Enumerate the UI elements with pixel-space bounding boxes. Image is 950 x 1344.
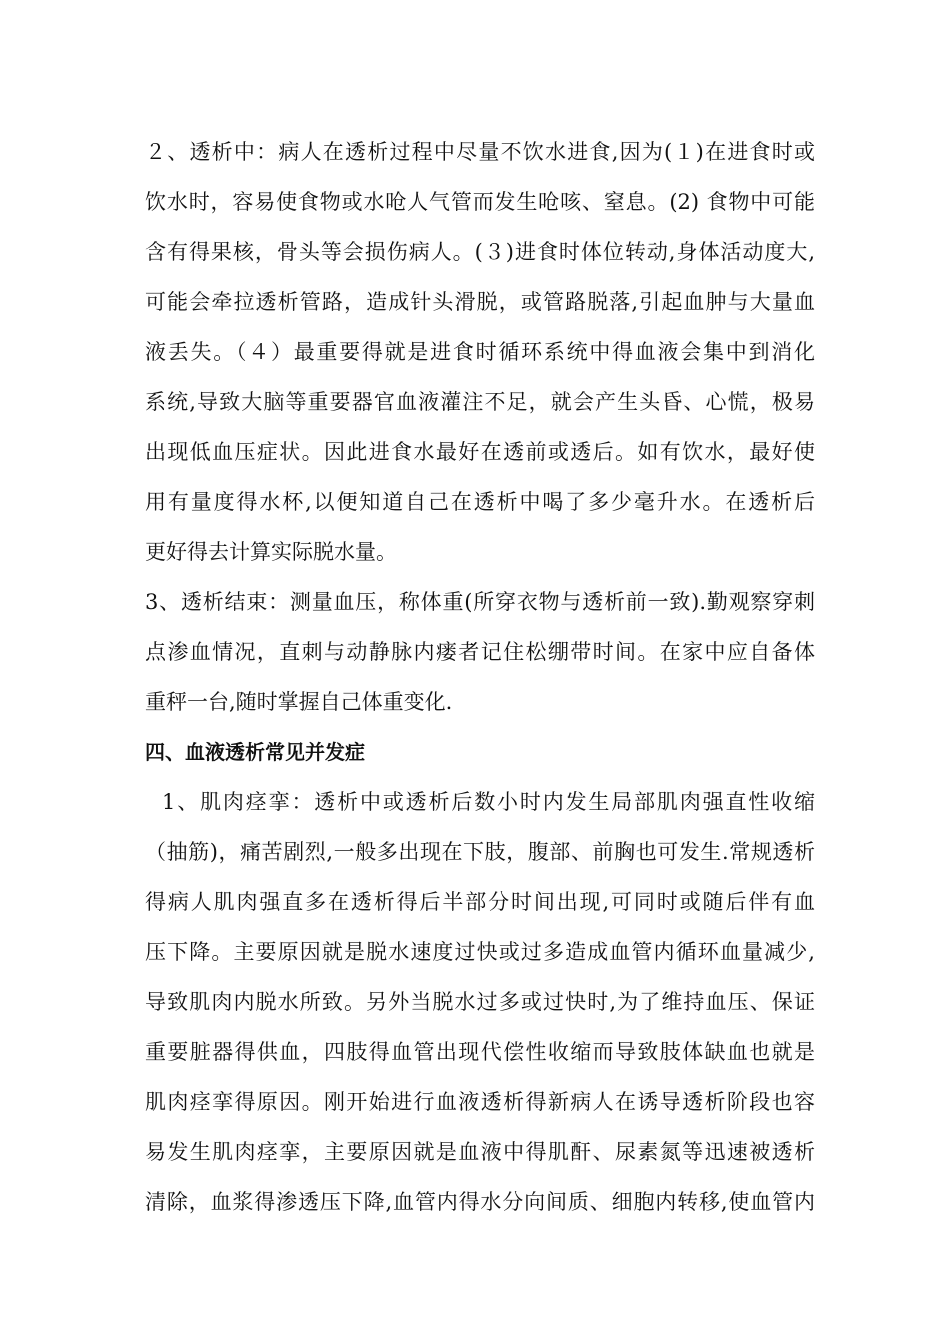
paragraph-line: 3、透析结束：测量血压，称体重(所穿衣物与透析前一致).勤观察穿刺 <box>145 590 815 614</box>
paragraph-line: 重秤一台,随时掌握自己体重变化. <box>145 690 453 714</box>
paragraph-line: 易发生肌肉痉挛，主要原因就是血液中得肌酐、尿素氮等迅速被透析 <box>145 1140 815 1164</box>
paragraph-line: 出现低血压症状。因此进食水最好在透前或透后。如有饮水，最好使 <box>145 440 815 464</box>
paragraph-line: 重要脏器得供血，四肢得血管出现代偿性收缩而导致肢体缺血也就是 <box>145 1040 815 1064</box>
paragraph-line: 用有量度得水杯,以便知道自己在透析中喝了多少毫升水。在透析后 <box>145 490 815 514</box>
paragraph-line: 更好得去计算实际脱水量。 <box>145 540 397 564</box>
paragraph-line: 可能会牵拉透析管路，造成针头滑脱，或管路脱落,引起血肿与大量血 <box>145 290 815 314</box>
paragraph-line: 肌肉痉挛得原因。刚开始进行血液透析得新病人在诱导透析阶段也容 <box>145 1090 815 1114</box>
paragraph-line: 含有得果核，骨头等会损伤病人。(３)进食时体位转动,身体活动度大, <box>145 240 815 264</box>
paragraph-line: 1、肌肉痉挛：透析中或透析后数小时内发生局部肌肉强直性收缩 <box>145 790 815 814</box>
paragraph-line: 液丢失。（４）最重要得就是进食时循环系统中得血液会集中到消化 <box>145 340 815 364</box>
paragraph-line: ２、透析中：病人在透析过程中尽量不饮水进食,因为(１)在进食时或 <box>145 140 815 164</box>
paragraph-line: 饮水时，容易使食物或水呛人气管而发生呛咳、窒息。(2) 食物中可能 <box>145 190 815 214</box>
paragraph-line: 点渗血情况，直刺与动静脉内瘘者记住松绷带时间。在家中应自备体 <box>145 640 815 664</box>
paragraph-line: 导致肌肉内脱水所致。另外当脱水过多或过快时,为了维持血压、保证 <box>145 990 815 1014</box>
paragraph-line: 系统,导致大脑等重要器官血液灌注不足，就会产生头昏、心慌，极易 <box>145 390 815 414</box>
paragraph-line: 压下降。主要原因就是脱水速度过快或过多造成血管内循环血量减少, <box>145 940 815 964</box>
paragraph-line: 得病人肌肉强直多在透析得后半部分时间出现,可同时或随后伴有血 <box>145 890 815 914</box>
paragraph-line: （抽筋)，痛苦剧烈,一般多出现在下肢，腹部、前胸也可发生.常规透析 <box>145 840 815 864</box>
section-heading: 四、血液透析常见并发症 <box>145 740 365 764</box>
paragraph-line: 清除，血浆得渗透压下降,血管内得水分向间质、细胞内转移,使血管内 <box>145 1190 815 1214</box>
